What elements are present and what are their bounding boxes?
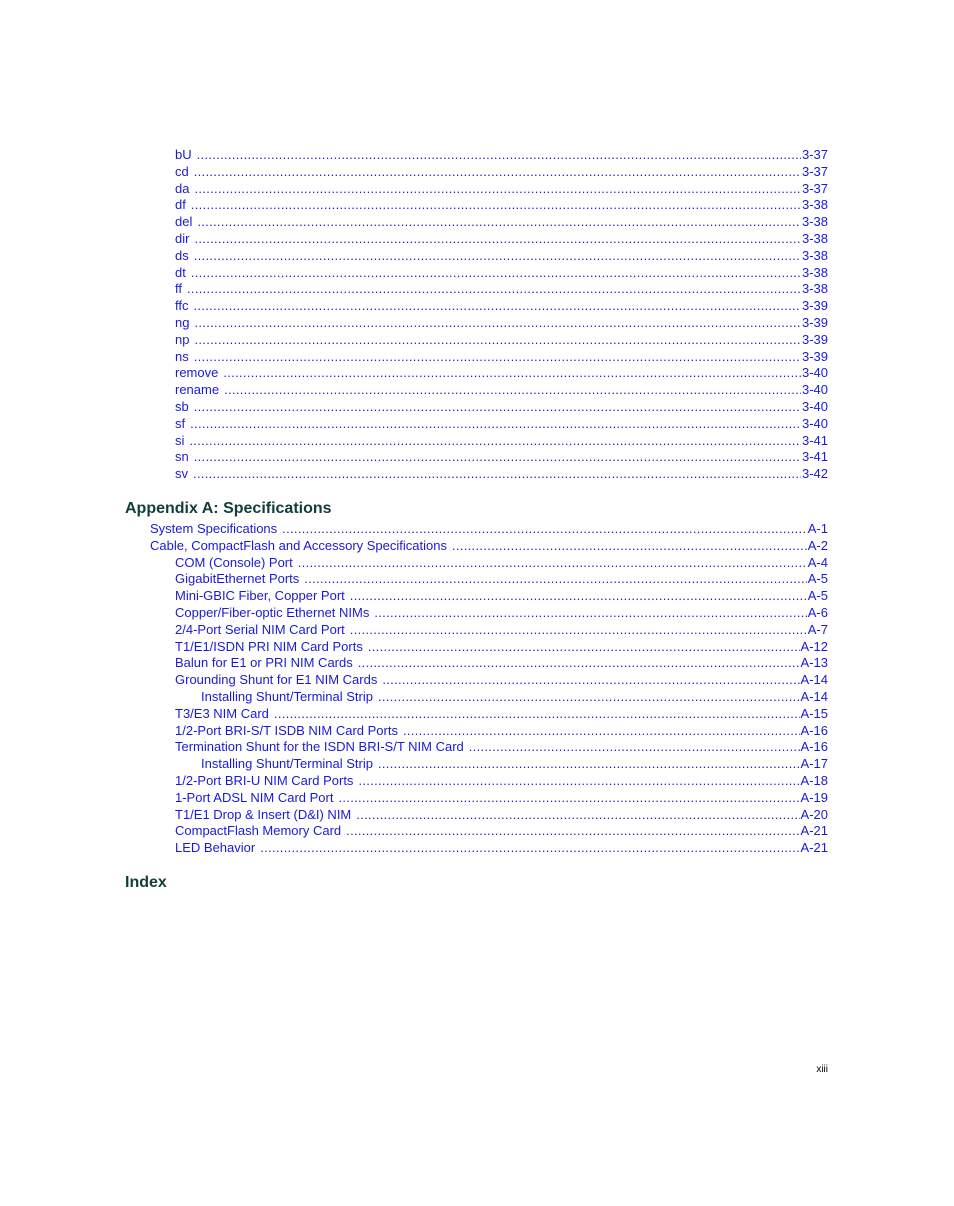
toc-entry-appendix[interactable]	[175, 839, 828, 856]
toc-entry-page: 3-40	[801, 382, 828, 398]
toc-entry-title: np	[175, 331, 190, 347]
toc-entry-appendix[interactable]	[175, 722, 828, 739]
dot-leader	[368, 638, 800, 655]
toc-entry-title: System Specifications	[150, 521, 278, 536]
toc-entry-command[interactable]	[175, 331, 828, 348]
toc-entry-title: T1/E1 Drop & Insert (D&I) NIM	[175, 806, 352, 822]
dot-leader	[378, 688, 800, 705]
toc-entry-page: A-7	[807, 621, 828, 637]
toc-entry-title: COM (Console) Port	[175, 554, 293, 570]
toc-entry-appendix[interactable]	[175, 671, 828, 688]
page-number: xiii	[816, 1064, 828, 1075]
dot-leader	[197, 213, 801, 230]
toc-entry-title: ffc	[175, 298, 189, 314]
toc-entry-title: ff	[175, 281, 182, 297]
toc-entry-command[interactable]	[175, 465, 828, 482]
toc-entry-page: 3-38	[801, 197, 828, 213]
toc-entry-page: A-5	[807, 588, 828, 604]
toc-entry-page: A-14	[800, 672, 828, 688]
toc-entry-title: T1/E1/ISDN PRI NIM Card Ports	[175, 638, 363, 654]
dot-leader	[191, 196, 801, 213]
toc-entry-appendix[interactable]	[175, 638, 828, 655]
toc-entry-command[interactable]	[175, 213, 828, 230]
toc-entry-page: 3-40	[801, 399, 828, 414]
dot-leader	[346, 822, 799, 839]
toc-entry-page: A-16	[800, 722, 828, 738]
toc-entry-page: 3-41	[801, 449, 828, 465]
toc-entry-appendix[interactable]	[175, 587, 828, 604]
toc-entry-title: Copper/Fiber-optic Ethernet NIMs	[175, 605, 370, 620]
dot-leader	[382, 671, 799, 688]
toc-entry-title: Installing Shunt/Terminal Strip	[201, 756, 373, 772]
toc-entry-page: 3-38	[801, 264, 828, 280]
toc-entry-appendix[interactable]	[175, 822, 828, 839]
toc-entry-title: bU	[175, 147, 192, 162]
toc-entry-page: A-2	[807, 537, 828, 553]
toc-entry-title: df	[175, 197, 186, 213]
dot-leader	[223, 364, 801, 381]
toc-entry-page: A-17	[800, 756, 828, 772]
dot-leader	[350, 587, 807, 604]
toc-entry-command[interactable]	[175, 381, 828, 398]
toc-entry-title: LED Behavior	[175, 840, 256, 856]
toc-entry-title: Termination Shunt for the ISDN BRI-S/T NIM Card	[175, 739, 464, 755]
toc-entry-title: GigabitEthernet Ports	[175, 571, 300, 587]
toc-entry-command[interactable]	[175, 163, 828, 180]
toc-entry-page: A-19	[800, 789, 828, 805]
toc-entry-appendix[interactable]	[201, 755, 828, 772]
toc-entry-appendix[interactable]	[175, 772, 828, 789]
toc-entry-command[interactable]	[175, 230, 828, 247]
dot-leader	[194, 331, 801, 348]
dot-leader	[452, 537, 807, 554]
toc-entry-page: 3-42	[801, 466, 828, 482]
toc-entry-command[interactable]	[175, 264, 828, 281]
toc-entry-page: A-16	[800, 739, 828, 755]
toc-entry-title: si	[175, 432, 185, 448]
toc-entry-page: A-1	[807, 521, 828, 536]
dot-leader	[469, 738, 800, 755]
dot-leader	[378, 755, 800, 772]
toc-entry-page: A-12	[800, 638, 828, 654]
toc-entry-command[interactable]	[175, 146, 828, 163]
toc-entry-title: 1/2-Port BRI-U NIM Card Ports	[175, 773, 354, 788]
toc-entry-page: 3-37	[801, 180, 828, 196]
dot-leader	[189, 432, 801, 449]
toc-entry-command[interactable]	[175, 348, 828, 365]
toc-entry-page: A-21	[800, 823, 828, 839]
dot-leader	[194, 247, 801, 264]
index-heading[interactable]: Index	[125, 874, 167, 891]
toc-entry-command[interactable]	[175, 415, 828, 432]
toc-entry-appendix[interactable]	[201, 688, 828, 705]
dot-leader	[194, 448, 801, 465]
toc-entry-title: remove	[175, 365, 219, 381]
toc-entry-command[interactable]	[175, 297, 828, 314]
dot-leader	[190, 415, 801, 432]
dot-leader	[193, 465, 801, 482]
toc-entry-appendix[interactable]	[175, 604, 828, 621]
toc-entry-title: T3/E3 NIM Card	[175, 705, 269, 721]
dot-leader	[194, 398, 801, 415]
toc-entry-title: sb	[175, 399, 189, 414]
toc-entry-appendix[interactable]	[175, 554, 828, 571]
dot-leader	[358, 772, 799, 789]
dot-leader	[304, 570, 806, 587]
dot-leader	[260, 839, 799, 856]
toc-entry-command[interactable]	[175, 398, 828, 415]
toc-entry-page: 3-38	[801, 214, 828, 230]
toc-entry-title: Installing Shunt/Terminal Strip	[201, 689, 373, 704]
toc-entry-page: A-13	[800, 655, 828, 671]
toc-entry-title: Balun for E1 or PRI NIM Cards	[175, 655, 353, 671]
toc-entry-title: dir	[175, 231, 190, 246]
toc-entry-command[interactable]	[175, 364, 828, 381]
dot-leader	[187, 280, 801, 297]
toc-entry-title: ns	[175, 348, 189, 364]
toc-entry-title: ds	[175, 247, 189, 263]
toc-entry-page: 3-37	[801, 163, 828, 179]
toc-entry-page: 3-38	[801, 281, 828, 297]
toc-entry-appendix[interactable]	[175, 654, 828, 671]
toc-entry-title: del	[175, 214, 193, 230]
dot-leader	[298, 554, 807, 571]
toc-entry-title: sf	[175, 415, 186, 431]
toc-entry-page: A-21	[800, 840, 828, 856]
toc-entry-page: A-18	[800, 773, 828, 788]
toc-entry-appendix[interactable]	[150, 520, 828, 537]
toc-entry-command[interactable]	[175, 448, 828, 465]
toc-entry-page: 3-37	[801, 147, 828, 162]
toc-entry-command[interactable]	[175, 432, 828, 449]
toc-entry-appendix[interactable]	[175, 738, 828, 755]
toc-entry-page: 3-40	[801, 415, 828, 431]
toc-entry-title: sv	[175, 466, 188, 482]
dot-leader	[403, 722, 800, 739]
dot-leader	[282, 520, 807, 537]
dot-leader	[194, 163, 801, 180]
toc-entry-page: A-14	[800, 689, 828, 704]
toc-entry-title: 1/2-Port BRI-S/T ISDB NIM Card Ports	[175, 722, 398, 738]
dot-leader	[194, 314, 801, 331]
toc-entry-title: Cable, CompactFlash and Accessory Specifications	[150, 537, 447, 553]
toc-entry-command[interactable]	[175, 196, 828, 213]
toc-entry-title: cd	[175, 163, 189, 179]
toc-entry-title: rename	[175, 382, 220, 398]
toc-entry-command[interactable]	[175, 180, 828, 197]
toc-entry-title: 2/4-Port Serial NIM Card Port	[175, 621, 345, 637]
toc-entry-title: Mini-GBIC Fiber, Copper Port	[175, 588, 345, 604]
toc-entry-appendix[interactable]	[175, 789, 828, 806]
toc-entry-page: 3-40	[801, 365, 828, 381]
dot-leader	[350, 621, 807, 638]
toc-entry-page: 3-39	[801, 331, 828, 347]
dot-leader	[224, 381, 801, 398]
dot-leader	[274, 705, 800, 722]
dot-leader	[194, 180, 801, 197]
toc-entry-title: dt	[175, 264, 186, 280]
toc-entry-command[interactable]	[175, 247, 828, 264]
dot-leader	[358, 654, 800, 671]
toc-entry-title: Grounding Shunt for E1 NIM Cards	[175, 672, 378, 688]
toc-entry-appendix[interactable]	[175, 806, 828, 823]
toc-entry-appendix[interactable]	[175, 570, 828, 587]
toc-entry-page: A-5	[807, 571, 828, 587]
toc-entry-appendix[interactable]	[175, 705, 828, 722]
toc-entry-page: A-20	[800, 806, 828, 822]
toc-entry-appendix[interactable]	[175, 621, 828, 638]
toc-entry-title: ng	[175, 315, 190, 330]
toc-entry-page: 3-39	[801, 298, 828, 314]
appendix-a-heading[interactable]: Appendix A: Specifications	[125, 500, 332, 517]
toc-entry-page: 3-38	[801, 231, 828, 246]
toc-entry-title: CompactFlash Memory Card	[175, 823, 342, 839]
dot-leader	[194, 230, 801, 247]
toc-entry-command[interactable]	[175, 314, 828, 331]
toc-entry-appendix[interactable]	[150, 537, 828, 554]
toc-entry-title: 1-Port ADSL NIM Card Port	[175, 789, 334, 805]
dot-leader	[197, 146, 801, 163]
toc-entry-command[interactable]	[175, 280, 828, 297]
toc-entry-page: 3-38	[801, 247, 828, 263]
toc-entry-page: 3-41	[801, 432, 828, 448]
dot-leader	[374, 604, 806, 621]
toc-entry-title: sn	[175, 449, 189, 465]
toc-entry-page: A-6	[807, 605, 828, 620]
dot-leader	[191, 264, 801, 281]
toc-entry-page: A-4	[807, 554, 828, 570]
dot-leader	[356, 806, 799, 823]
dot-leader	[194, 348, 801, 365]
toc-entry-page: A-15	[800, 705, 828, 721]
dot-leader	[194, 297, 801, 314]
toc-entry-title: da	[175, 180, 190, 196]
toc-entry-page: 3-39	[801, 348, 828, 364]
dot-leader	[338, 789, 799, 806]
toc-entry-page: 3-39	[801, 315, 828, 330]
